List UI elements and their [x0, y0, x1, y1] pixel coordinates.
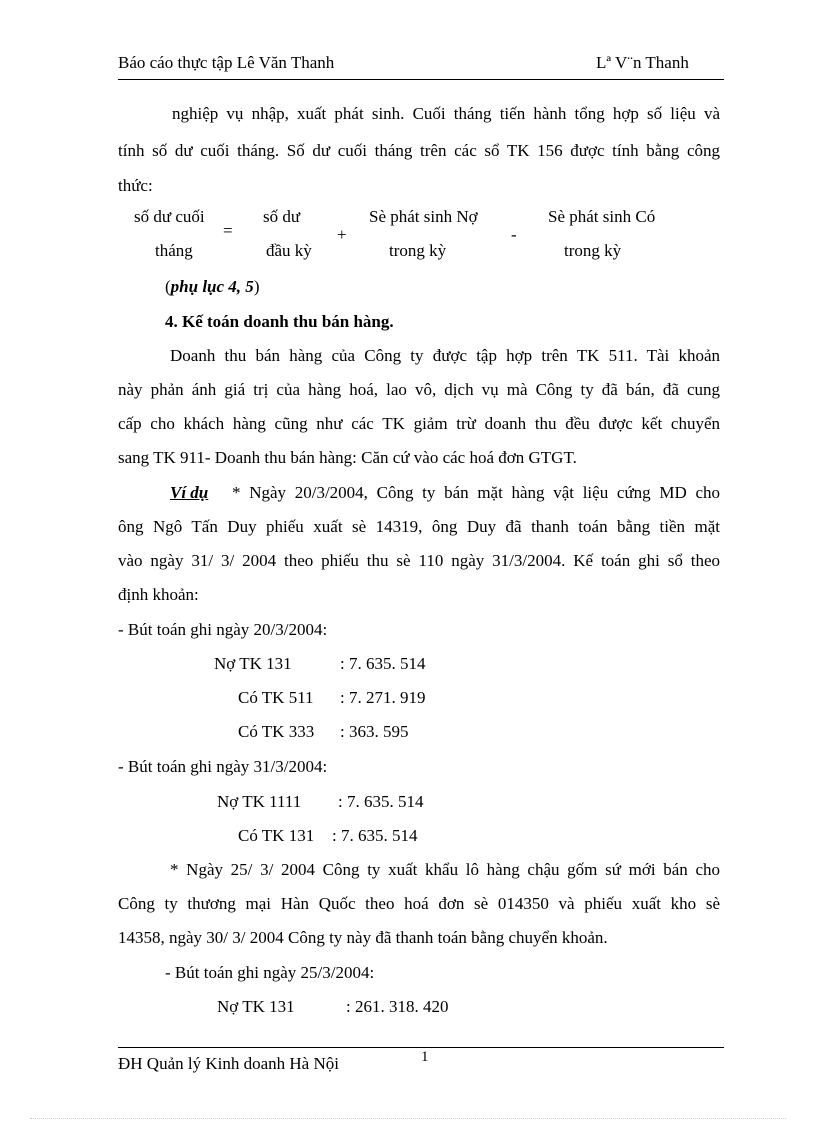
entry-2-row-1-amount: : 7. 635. 514	[338, 792, 424, 811]
paragraph-2-line-3: 14358, ngày 30/ 3/ 2004 Công ty này đã thanh toán bằng chuyển khoản.	[118, 928, 608, 947]
formula-plus-sign: +	[337, 225, 347, 244]
formula-term-2-line-1: số dư	[263, 207, 301, 226]
example-line-1	[170, 483, 720, 503]
intro-line-1: nghiệp vụ nhập, xuất phát sinh. Cuối tháng tiến hành tổng hợp số liệu và	[172, 104, 720, 123]
appendix-text: phụ lục 4, 5	[170, 277, 254, 296]
entry-1-row-1-amount: : 7. 635. 514	[340, 654, 426, 673]
paragraph-2-line-2: Công ty thương mại Hàn Quốc theo hoá đơn sè 014350 và phiếu xuất kho sè	[118, 894, 720, 913]
entry-1-row-2-account: Có TK 511	[238, 688, 314, 707]
formula-equal-sign: =	[223, 221, 233, 240]
paragraph-1-line-3: cấp cho khách hàng cũng như các TK giảm trừ doanh thu đều được kết chuyển	[118, 414, 720, 433]
intro-line-3: thức:	[118, 176, 153, 195]
entry-1-row-1-account: Nợ TK 131	[214, 654, 292, 673]
formula-minus-sign: -	[511, 225, 517, 244]
footer-rule	[118, 1047, 724, 1048]
appendix-reference	[165, 277, 259, 297]
formula-term-3-line-1: Sè phát sinh Nợ	[369, 207, 478, 226]
formula-term-2-line-2: đầu kỳ	[266, 241, 312, 260]
example-label: Ví dụ	[170, 483, 209, 502]
entry-1-row-3-account: Có TK 333	[238, 722, 315, 741]
header-right: Lª V¨n Thanh	[596, 53, 689, 72]
paragraph-1-line-4: sang TK 911- Doanh thu bán hàng: Căn cứ vào các hoá đơn GTGT.	[118, 448, 577, 467]
entry-1-row-3-amount: : 363. 595	[340, 722, 409, 741]
section-heading: 4. Kế toán doanh thu bán hàng.	[165, 312, 394, 331]
page-number: 1	[421, 1049, 429, 1065]
intro-line-2: tính số dư cuối tháng. Số dư cuối tháng trên các sổ TK 156 được tính bằng công	[118, 141, 720, 160]
entry-2-title: - Bút toán ghi ngày 31/3/2004:	[118, 757, 328, 776]
paragraph-1-line-2: này phản ánh giá trị của hàng hoá, lao vô, dịch vụ mà Công ty đã bán, đã cung	[118, 380, 720, 399]
entry-2-row-2-account: Có TK 131	[238, 826, 315, 845]
example-line-1-text: * Ngày 20/3/2004, Công ty bán mặt hàng vật liệu cứng MD cho	[232, 483, 720, 502]
appendix-close-paren: )	[253, 277, 260, 296]
formula-term-4-line-1: Sè phát sinh Có	[548, 207, 656, 226]
formula-term-1-line-2: tháng	[155, 241, 193, 260]
entry-3-row-1-amount: : 261. 318. 420	[346, 997, 449, 1016]
paragraph-2-line-1: * Ngày 25/ 3/ 2004 Công ty xuất khẩu lô hàng chậu gốm sứ mới bán cho	[170, 860, 720, 879]
header-left: Báo cáo thực tập Lê Văn Thanh	[118, 53, 335, 72]
entry-2-row-1-account: Nợ TK 1111	[217, 792, 302, 811]
entry-3-row-1-account: Nợ TK 131	[217, 997, 295, 1016]
paragraph-1-line-1: Doanh thu bán hàng của Công ty được tập hợp trên TK 511. Tài khoản	[170, 346, 720, 365]
entry-1-title: - Bút toán ghi ngày 20/3/2004:	[118, 620, 328, 639]
footer-left: ĐH Quản lý Kinh doanh Hà Nội	[118, 1054, 339, 1073]
example-line-3: vào ngày 31/ 3/ 2004 theo phiếu thu sè 110 ngày 31/3/2004. Kế toán ghi sổ theo	[118, 551, 720, 570]
appendix-open-paren: (	[165, 277, 171, 296]
formula-term-3-line-2: trong kỳ	[389, 241, 447, 260]
formula-term-1-line-1: số dư cuối	[134, 207, 205, 226]
header-rule	[118, 79, 724, 80]
entry-3-title: - Bút toán ghi ngày 25/3/2004:	[165, 963, 375, 982]
example-line-2: ông Ngô Tấn Duy phiếu xuất sè 14319, ông Duy đã thanh toán bằng tiền mặt	[118, 517, 720, 536]
page-edge-dotted-line	[30, 1118, 786, 1119]
entry-1-row-2-amount: : 7. 271. 919	[340, 688, 426, 707]
formula-term-4-line-2: trong kỳ	[564, 241, 622, 260]
example-line-4: định khoản:	[118, 585, 199, 604]
entry-2-row-2-amount: : 7. 635. 514	[332, 826, 418, 845]
